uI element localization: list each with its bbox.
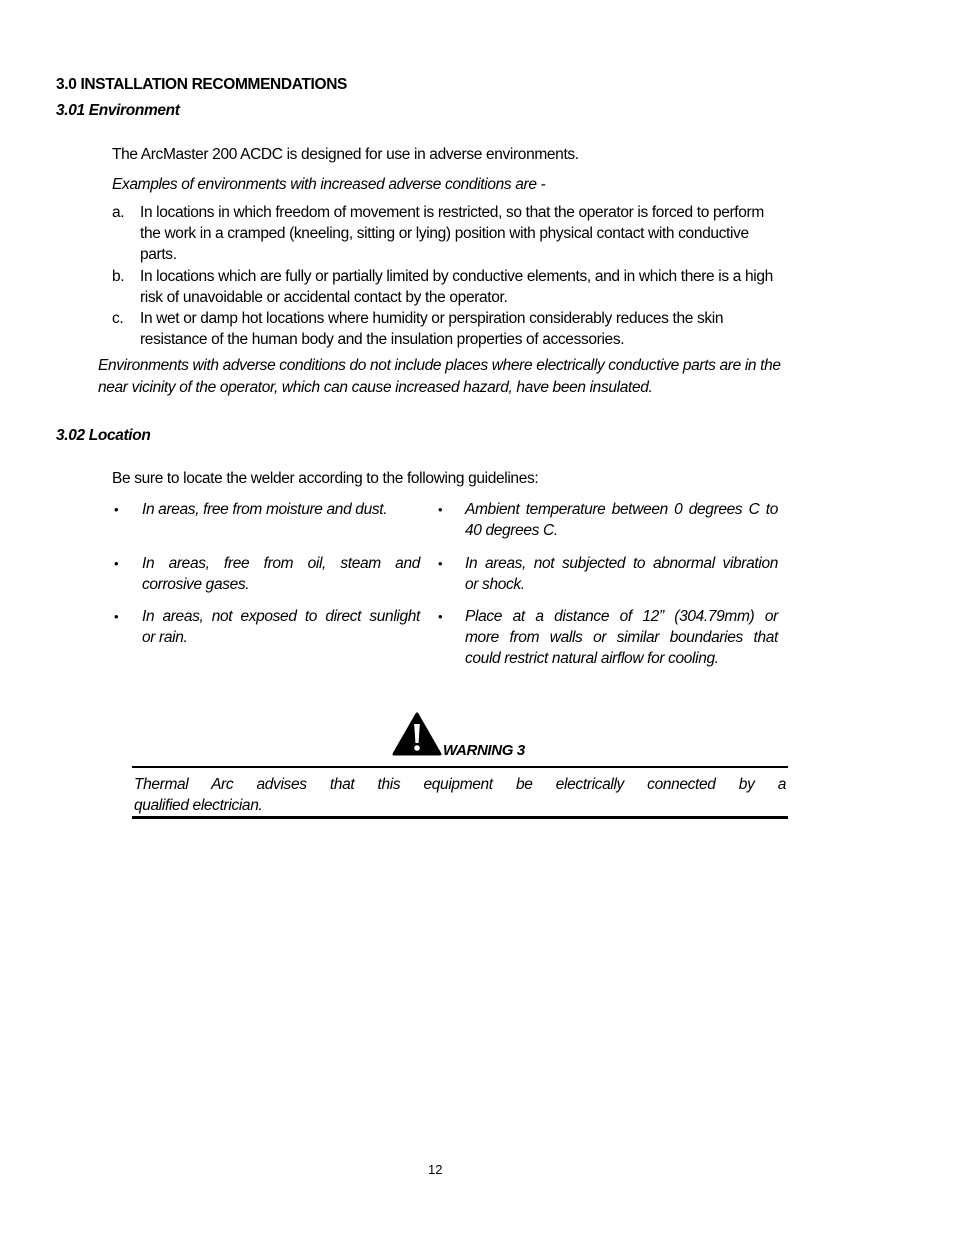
bullet-icon: • xyxy=(438,502,443,517)
list-marker: a. xyxy=(112,204,125,221)
bullet-icon: • xyxy=(438,556,443,571)
bullet-icon: • xyxy=(114,556,119,571)
list-item-line: resistance of the human body and the insulation properties of accessories. xyxy=(140,331,625,348)
page-number: 12 xyxy=(428,1162,443,1177)
bullet-item-line: In areas, not subjected to abnormal vibration xyxy=(465,555,778,572)
location-heading: 3.02 Location xyxy=(56,427,151,444)
bullet-item-line: In areas, not exposed to direct sunlight xyxy=(142,608,420,625)
list-item-line: the work in a cramped (kneeling, sitting or lying) position with physical contact with conductive xyxy=(140,225,749,242)
list-marker: c. xyxy=(112,310,124,327)
list-item-line: In wet or damp hot locations where humidity or perspiration considerably reduces the skin xyxy=(140,310,724,327)
environment-note-line: Environments with adverse conditions do not include places where electrically conductive parts are in the xyxy=(98,357,781,374)
environment-examples-intro: Examples of environments with increased adverse conditions are - xyxy=(112,176,546,193)
list-marker: b. xyxy=(112,268,125,285)
warning-text-line: qualified electrician. xyxy=(134,797,263,814)
bullet-item-line: In areas, free from moisture and dust. xyxy=(142,501,388,518)
bullet-item-line: 40 degrees C. xyxy=(465,522,558,539)
bullet-item-line: corrosive gases. xyxy=(142,576,250,593)
bullet-item-line: In areas, free from oil, steam and xyxy=(142,555,420,572)
bullet-icon: • xyxy=(114,502,119,517)
bullet-item-line: Ambient temperature between 0 degrees C to xyxy=(465,501,778,518)
bullet-item-line: or shock. xyxy=(465,576,525,593)
list-item-line: parts. xyxy=(140,246,177,263)
location-left-column xyxy=(112,499,422,669)
list-item-line: In locations which are fully or partially limited by conductive elements, and in which there is a high xyxy=(140,268,773,285)
bullet-icon: • xyxy=(438,609,443,624)
bullet-item-line: or rain. xyxy=(142,629,188,646)
warning-triangle-icon xyxy=(392,712,442,756)
list-item-line: In locations in which freedom of movement is restricted, so that the operator is forced to perform xyxy=(140,204,764,221)
environment-intro: The ArcMaster 200 ACDC is designed for use in adverse environments. xyxy=(112,146,579,163)
location-intro: Be sure to locate the welder according to the following guidelines: xyxy=(112,470,539,487)
environment-heading: 3.01 Environment xyxy=(56,102,180,119)
location-right-column xyxy=(436,499,780,674)
environment-note-line: near vicinity of the operator, which can cause increased hazard, have been insulated. xyxy=(98,379,653,396)
section-heading: 3.0 INSTALLATION RECOMMENDATIONS xyxy=(56,76,348,93)
bullet-item-line: Place at a distance of 12” (304.79mm) or xyxy=(465,608,778,625)
warning-text-line: Thermal Arc advises that this equipment be electrically connected by a xyxy=(134,776,786,793)
list-item-line: risk of unavoidable or accidental contact by the operator. xyxy=(140,289,508,306)
bullet-item-line: more from walls or similar boundaries that xyxy=(465,629,778,646)
bullet-item-line: could restrict natural airflow for cooling. xyxy=(465,650,719,667)
warning-bottom-rule xyxy=(132,816,788,819)
bullet-icon: • xyxy=(114,609,119,624)
warning-top-rule xyxy=(132,766,788,768)
warning-title: WARNING 3 xyxy=(443,742,525,759)
